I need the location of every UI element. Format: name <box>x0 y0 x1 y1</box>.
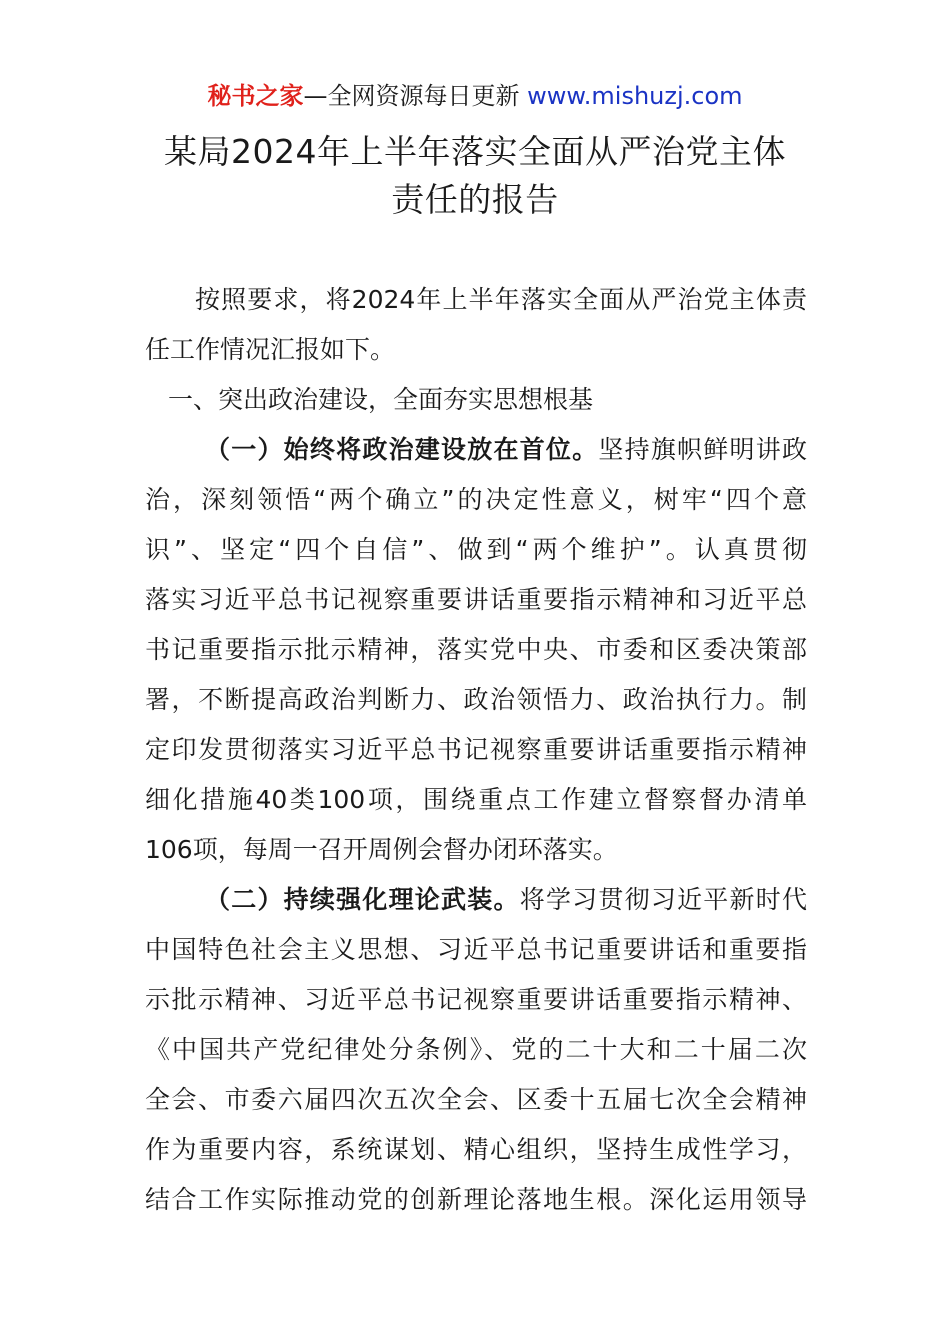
paragraph-2-line: 结合工作实际推动党的创新理论落地生根。深化运用领导 <box>145 1185 807 1214</box>
paragraph-1-line: 细化措施40类100项，围绕重点工作建立督察督办清单 <box>145 785 807 814</box>
section-1-heading: 一、突出政治建设，全面夯实思想根基 <box>168 385 594 414</box>
paragraph-2-line: 全会、市委六届四次五次全会、区委十五届七次全会精神 <box>145 1085 807 1114</box>
site-brand: 秘书之家 <box>207 82 304 110</box>
paragraph-2-line: 中国特色社会主义思想、习近平总书记重要讲话和重要指 <box>145 935 807 964</box>
site-url-link[interactable]: www.mishuzj.com <box>527 82 743 110</box>
document-body <box>145 275 807 1225</box>
paragraph-1-line: 识”、坚定“四个自信”、做到“两个维护”。认真贯彻 <box>145 535 807 564</box>
title-line-1: 某局2024年上半年落实全面从严治党主体 <box>164 132 786 171</box>
paragraph-1-line: 落实习近平总书记视察重要讲话重要指示精神和习近平总 <box>145 585 807 614</box>
paragraph-1-line: 书记重要指示批示精神，落实党中央、市委和区委决策部 <box>145 635 807 664</box>
paragraph-1-lead: （一）始终将政治建设放在首位。 <box>205 435 599 464</box>
site-tagline: —全网资源每日更新 <box>303 82 520 110</box>
paragraph-2-first-line <box>145 875 807 925</box>
paragraph-1-line: 署，不断提高政治判断力、政治领悟力、政治执行力。制 <box>145 685 807 714</box>
paragraph-1-first-rest: 坚持旗帜鲜明讲政 <box>598 435 807 464</box>
paragraph-2-line: 作为重要内容，系统谋划、精心组织，坚持生成性学习， <box>145 1135 807 1164</box>
paragraph-1-first-line <box>145 425 807 475</box>
paragraph-2-first-rest: 将学习贯彻习近平新时代 <box>519 885 807 914</box>
paragraph-1-line: 治，深刻领悟“两个确立”的决定性意义，树牢“四个意 <box>145 485 807 514</box>
paragraph-1-line: 106项，每周一召开周例会督办闭环落实。 <box>145 835 618 864</box>
site-header <box>0 80 950 112</box>
intro-line-1: 按照要求，将2024年上半年落实全面从严治党主体责 <box>195 285 807 314</box>
paragraph-2-lead: （二）持续强化理论武装。 <box>205 885 520 914</box>
document-title <box>100 128 850 224</box>
title-line-2: 责任的报告 <box>391 180 559 219</box>
paragraph-1-line: 定印发贯彻落实习近平总书记视察重要讲话重要指示精神 <box>145 735 807 764</box>
paragraph-2-line: 《中国共产党纪律处分条例》、党的二十大和二十届二次 <box>145 1035 807 1064</box>
paragraph-2-line: 示批示精神、习近平总书记视察重要讲话重要指示精神、 <box>145 985 807 1014</box>
intro-line-2: 任工作情况汇报如下。 <box>145 335 396 364</box>
